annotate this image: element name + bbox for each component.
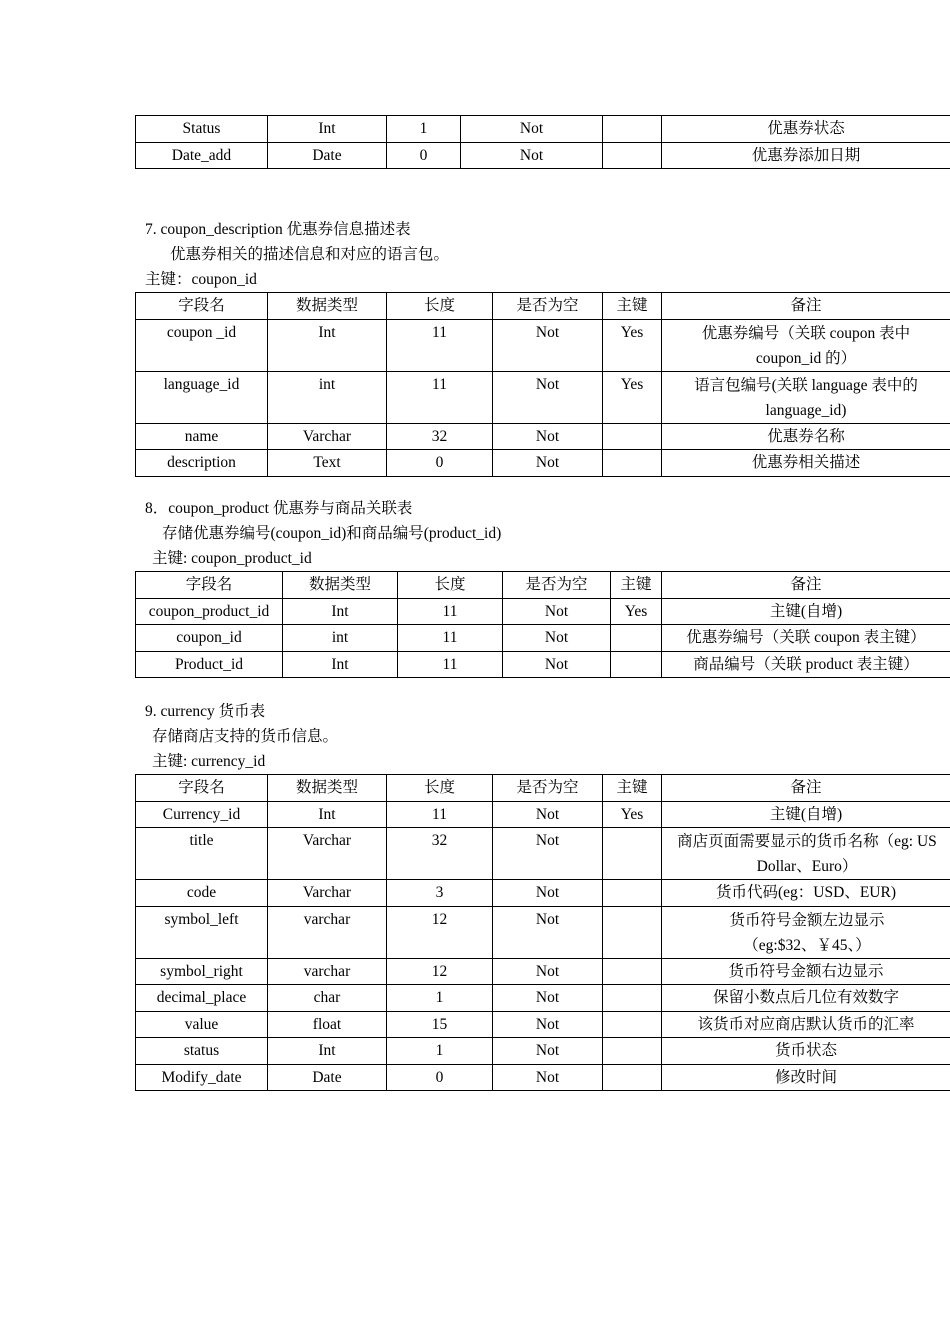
cell-field: coupon _id — [136, 319, 268, 371]
cell-pk: Yes — [611, 598, 662, 625]
cell-nullable: Not — [493, 1011, 603, 1038]
cell-field: title — [136, 828, 268, 880]
cell-remark: 保留小数点后几位有效数字 — [662, 985, 950, 1012]
cell-remark: 主键(自增) — [662, 801, 950, 828]
cell-field: description — [136, 450, 268, 477]
cell-length: 11 — [398, 598, 503, 625]
cell-length: 0 — [387, 142, 461, 169]
cell-pk — [603, 423, 662, 450]
cell-length: 11 — [387, 801, 493, 828]
table-row — [136, 985, 950, 1012]
section-desc-7: 优惠券相关的描述信息和对应的语言包。 — [170, 246, 450, 263]
cell-remark: 商店页面需要显示的货币名称（eg: US Dollar、Euro） — [662, 828, 950, 880]
header-length: 长度 — [387, 293, 493, 320]
cell-nullable: Not — [461, 116, 603, 143]
cell-length: 12 — [387, 906, 493, 958]
cell-remark: 货币状态 — [662, 1038, 950, 1065]
cell-field: Modify_date — [136, 1064, 268, 1091]
cell-nullable: Not — [493, 801, 603, 828]
table-currency — [135, 774, 950, 1091]
table-continued — [135, 115, 950, 169]
table-header-row — [136, 572, 950, 599]
cell-type: Int — [268, 1038, 387, 1065]
cell-length: 1 — [387, 1038, 493, 1065]
cell-remark: 商品编号（关联 product 表主键） — [662, 651, 950, 678]
section-pk-7: 主键：coupon_id — [145, 271, 257, 288]
cell-field: Product_id — [136, 651, 283, 678]
cell-type: Date — [268, 142, 387, 169]
cell-nullable: Not — [493, 1038, 603, 1065]
cell-field: decimal_place — [136, 985, 268, 1012]
header-remark: 备注 — [662, 775, 950, 802]
cell-length: 11 — [398, 625, 503, 652]
table-row — [136, 1064, 950, 1091]
cell-length: 3 — [387, 880, 493, 907]
header-type: 数据类型 — [268, 775, 387, 802]
cell-field: language_id — [136, 371, 268, 423]
cell-length: 15 — [387, 1011, 493, 1038]
cell-remark: 语言包编号(关联 language 表中的 language_id) — [662, 371, 950, 423]
table-row — [136, 598, 950, 625]
cell-pk: Yes — [603, 319, 662, 371]
cell-pk — [611, 651, 662, 678]
cell-type: Varchar — [268, 880, 387, 907]
header-field: 字段名 — [136, 572, 283, 599]
header-type: 数据类型 — [283, 572, 398, 599]
cell-remark: 优惠券状态 — [662, 116, 950, 143]
cell-field: value — [136, 1011, 268, 1038]
cell-length: 32 — [387, 423, 493, 450]
cell-field: Currency_id — [136, 801, 268, 828]
cell-nullable: Not — [493, 985, 603, 1012]
table-header-row — [136, 293, 950, 320]
cell-remark: 主键(自增) — [662, 598, 950, 625]
cell-field: Status — [136, 116, 268, 143]
cell-type: int — [283, 625, 398, 652]
cell-pk — [603, 906, 662, 958]
cell-length: 0 — [387, 450, 493, 477]
section-heading-7: 7. coupon_description 优惠券信息描述表 — [145, 221, 411, 238]
cell-type: char — [268, 985, 387, 1012]
cell-pk — [603, 1064, 662, 1091]
cell-field: Date_add — [136, 142, 268, 169]
table-row — [136, 116, 950, 143]
cell-length: 1 — [387, 985, 493, 1012]
cell-length: 11 — [387, 371, 493, 423]
cell-remark: 货币代码(eg：USD、EUR) — [662, 880, 950, 907]
cell-nullable: Not — [493, 880, 603, 907]
table-row — [136, 651, 950, 678]
table-row — [136, 625, 950, 652]
header-nullable: 是否为空 — [493, 775, 603, 802]
cell-nullable: Not — [493, 319, 603, 371]
cell-field: coupon_id — [136, 625, 283, 652]
cell-type: varchar — [268, 958, 387, 985]
header-pk: 主键 — [603, 293, 662, 320]
cell-nullable: Not — [493, 958, 603, 985]
header-field: 字段名 — [136, 293, 268, 320]
table-row — [136, 423, 950, 450]
cell-nullable: Not — [461, 142, 603, 169]
section-heading-8: 8．coupon_product 优惠券与商品关联表 — [145, 500, 413, 517]
cell-pk — [603, 958, 662, 985]
table-row — [136, 1038, 950, 1065]
cell-nullable: Not — [493, 450, 603, 477]
cell-type: int — [268, 371, 387, 423]
cell-field: status — [136, 1038, 268, 1065]
table-coupon-product — [135, 571, 950, 678]
cell-type: Int — [268, 116, 387, 143]
header-remark: 备注 — [662, 293, 950, 320]
cell-remark: 优惠券名称 — [662, 423, 950, 450]
cell-length: 12 — [387, 958, 493, 985]
table-row — [136, 801, 950, 828]
table-row — [136, 1011, 950, 1038]
section-heading-9: 9. currency 货币表 — [145, 703, 266, 720]
cell-remark: 优惠券编号（关联 coupon 表中 coupon_id 的） — [662, 319, 950, 371]
header-nullable: 是否为空 — [493, 293, 603, 320]
cell-type: float — [268, 1011, 387, 1038]
cell-type: Date — [268, 1064, 387, 1091]
cell-nullable: Not — [503, 598, 611, 625]
cell-pk — [603, 828, 662, 880]
cell-type: varchar — [268, 906, 387, 958]
header-pk: 主键 — [611, 572, 662, 599]
cell-nullable: Not — [493, 371, 603, 423]
cell-pk — [603, 450, 662, 477]
section-pk-8: 主键: coupon_product_id — [152, 550, 312, 567]
cell-type: Int — [283, 598, 398, 625]
cell-remark: 货币符号金额右边显示 — [662, 958, 950, 985]
section-desc-9: 存储商店支持的货币信息。 — [152, 728, 339, 745]
cell-remark: 优惠券编号（关联 coupon 表主键） — [662, 625, 950, 652]
cell-type: Varchar — [268, 423, 387, 450]
section-pk-9: 主键: currency_id — [152, 753, 266, 770]
cell-nullable: Not — [493, 1064, 603, 1091]
cell-length: 1 — [387, 116, 461, 143]
cell-remark: 修改时间 — [662, 1064, 950, 1091]
table-row — [136, 142, 950, 169]
header-type: 数据类型 — [268, 293, 387, 320]
cell-field: code — [136, 880, 268, 907]
cell-nullable: Not — [493, 828, 603, 880]
cell-nullable: Not — [503, 651, 611, 678]
cell-type: Int — [283, 651, 398, 678]
cell-type: Text — [268, 450, 387, 477]
table-row — [136, 828, 950, 880]
table-row — [136, 880, 950, 907]
cell-field: symbol_left — [136, 906, 268, 958]
cell-length: 11 — [387, 319, 493, 371]
header-field: 字段名 — [136, 775, 268, 802]
section-desc-8: 存储优惠券编号(coupon_id)和商品编号(product_id) — [162, 525, 502, 542]
cell-remark: 优惠券相关描述 — [662, 450, 950, 477]
cell-field: name — [136, 423, 268, 450]
table-header-row — [136, 775, 950, 802]
cell-type: Int — [268, 319, 387, 371]
cell-pk — [603, 142, 662, 169]
cell-pk — [603, 880, 662, 907]
cell-pk — [603, 1011, 662, 1038]
cell-pk — [603, 116, 662, 143]
header-length: 长度 — [387, 775, 493, 802]
cell-length: 0 — [387, 1064, 493, 1091]
cell-pk — [611, 625, 662, 652]
cell-pk: Yes — [603, 801, 662, 828]
cell-pk — [603, 985, 662, 1012]
cell-type: Int — [268, 801, 387, 828]
header-pk: 主键 — [603, 775, 662, 802]
cell-nullable: Not — [493, 423, 603, 450]
cell-remark: 货币符号金额左边显示（eg:$32、￥45、） — [662, 906, 950, 958]
header-nullable: 是否为空 — [503, 572, 611, 599]
cell-type: Varchar — [268, 828, 387, 880]
cell-field: coupon_product_id — [136, 598, 283, 625]
table-row — [136, 450, 950, 477]
cell-nullable: Not — [493, 906, 603, 958]
cell-length: 32 — [387, 828, 493, 880]
cell-remark: 优惠券添加日期 — [662, 142, 950, 169]
table-coupon-description — [135, 292, 950, 477]
cell-length: 11 — [398, 651, 503, 678]
table-row — [136, 958, 950, 985]
table-row — [136, 906, 950, 958]
table-row — [136, 319, 950, 371]
cell-remark: 该货币对应商店默认货币的汇率 — [662, 1011, 950, 1038]
cell-pk: Yes — [603, 371, 662, 423]
header-length: 长度 — [398, 572, 503, 599]
header-remark: 备注 — [662, 572, 950, 599]
cell-field: symbol_right — [136, 958, 268, 985]
cell-pk — [603, 1038, 662, 1065]
table-row — [136, 371, 950, 423]
cell-nullable: Not — [503, 625, 611, 652]
